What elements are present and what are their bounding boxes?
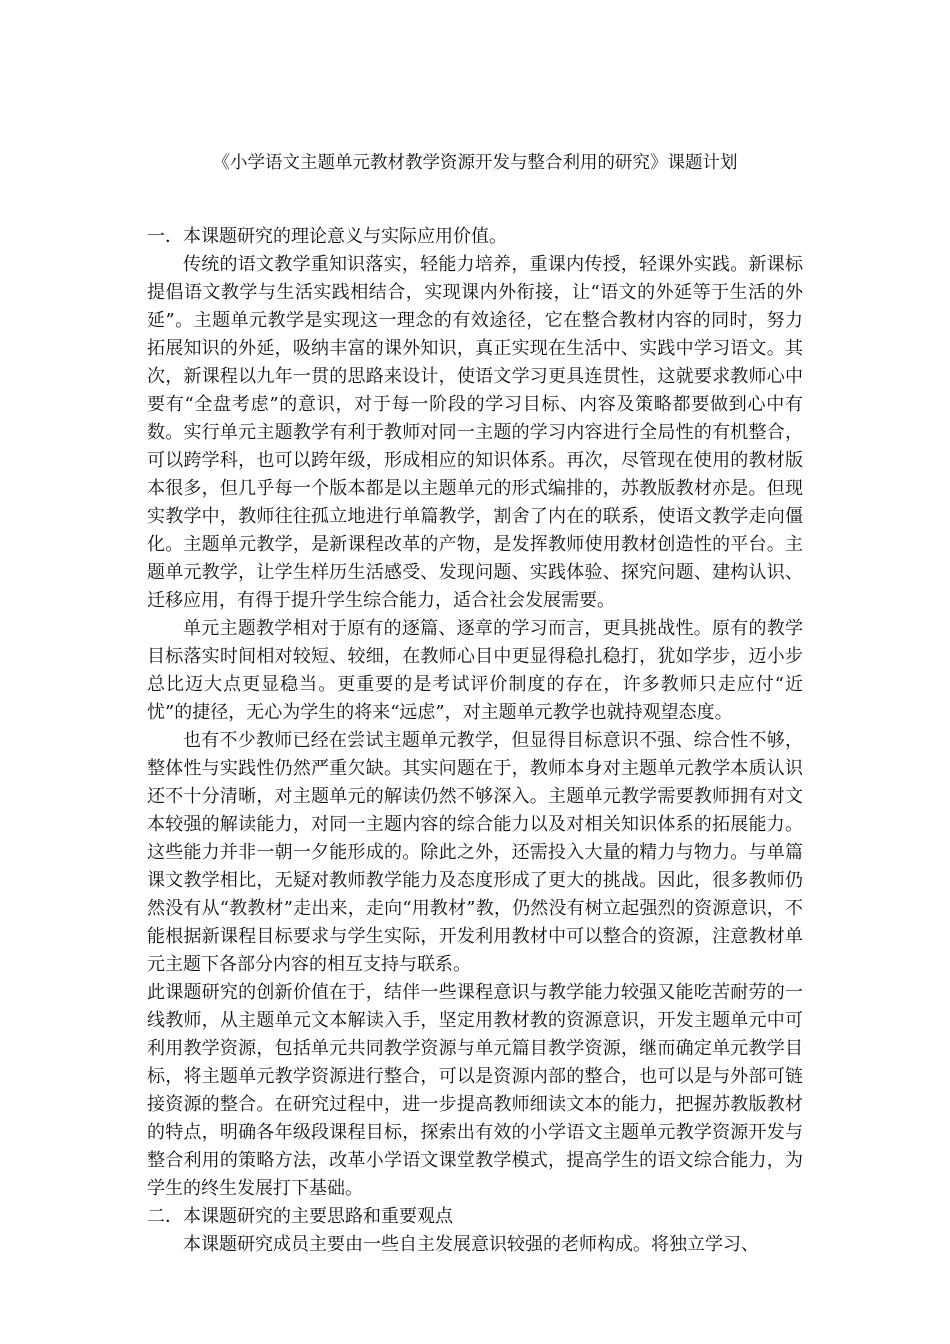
section-2-paragraph-1: 本课题研究成员主要由一些自主发展意识较强的老师构成。将独立学习、 xyxy=(183,1234,759,1255)
document-body xyxy=(147,223,803,1259)
section-1-paragraph-2: 单元主题教学相对于原有的逐篇、逐章的学习而言，更具挑战性。原有的教学目标落实时间相对较短、较细，在教师心目中更显得稳扎稳打，犹如学步，迈小步总比迈大点更显稳当。更重要的是考试评价制度的存在，许多教师只走应付“近忧”的捷径，无心为学生的将来“远虑”，对主题单元教学也就持观望态度。 xyxy=(147,618,803,723)
section-1-heading: 一．本课题研究的理论意义与实际应用价值。 xyxy=(147,226,507,247)
section-1-paragraph-3: 也有不少教师已经在尝试主题单元教学，但显得目标意识不强、综合性不够，整体性与实践性仍然严重欠缺。其实问题在于，教师本身对主题单元教学本质认识还不十分清晰，对主题单元的解读仍然不够深入。主题单元教学需要教师拥有对文本较强的解读能力，对同一主题内容的综合能力以及对相关知识体系的拓展能力。这些能力并非一朝一夕能形成的。除此之外，还需投入大量的精力与物力。与单篇课文教学相比，无疑对教师教学能力及态度形成了更大的挑战。因此，很多教师仍然没有从“教教材”走出来，走向“用教材”教，仍然没有树立起强烈的资源意识，不能根据新课程目标要求与学生实际，开发利用教材中可以整合的资源，注意教材单元主题下各部分内容的相互支持与联系。 xyxy=(147,730,803,975)
document-title: 《小学语文主题单元教材教学资源开发与整合利用的研究》课题计划 xyxy=(212,153,738,173)
section-2-heading: 二．本课题研究的主要思路和重要观点 xyxy=(147,1206,453,1227)
section-1-paragraph-1: 传统的语文教学重知识落实，轻能力培养，重课内传授，轻课外实践。新课标提倡语文教学与生活实践相结合，实现课内外衔接，让“语文的外延等于生活的外延”。主题单元教学是实现这一理念的有效途径，它在整合教材内容的同时，努力拓展知识的外延，吸纳丰富的课外知识，真正实现在生活中、实践中学习语文。其次，新课程以九年一贯的思路来设计，使语文学习更具连贯性，这就要求教师心中要有“全盘考虑”的意识，对于每一阶段的学习目标、内容及策略都要做到心中有数。实行单元主题教学有利于教师对同一主题的学习内容进行全局性的有机整合，可以跨学科，也可以跨年级，形成相应的知识体系。再次，尽管现在使用的教材版本很多，但几乎每一个版本都是以主题单元的形式编排的，苏教版教材亦是。但现实教学中，教师往往孤立地进行单篇教学，割舍了内在的联系，使语文教学走向僵化。主题单元教学，是新课程改革的产物，是发挥教师使用教材创造性的平台。主题单元教学，让学生样历生活感受、发现问题、实践体验、探究问题、建构认识、迁移应用，有得于提升学生综合能力，适合社会发展需要。 xyxy=(147,254,803,611)
section-1-closing-paragraph: 此课题研究的创新价值在于，结伴一些课程意识与教学能力较强又能吃苦耐劳的一线教师，从主题单元文本解读入手，坚定用教材教的资源意识，开发主题单元中可利用教学资源，包括单元共同教学资源与单元篇目教学资源，继而确定单元教学目标，将主题单元教学资源进行整合，可以是资源内部的整合，也可以是与外部可链接资源的整合。在研究过程中，进一步提高教师细读文本的能力，把握苏教版教材的特点，明确各年级段课程目标，探索出有效的小学语文主题单元教学资源开发与整合利用的策略方法，改革小学语文课堂教学模式，提高学生的语文综合能力，为学生的终生发展打下基础。 xyxy=(147,982,803,1199)
